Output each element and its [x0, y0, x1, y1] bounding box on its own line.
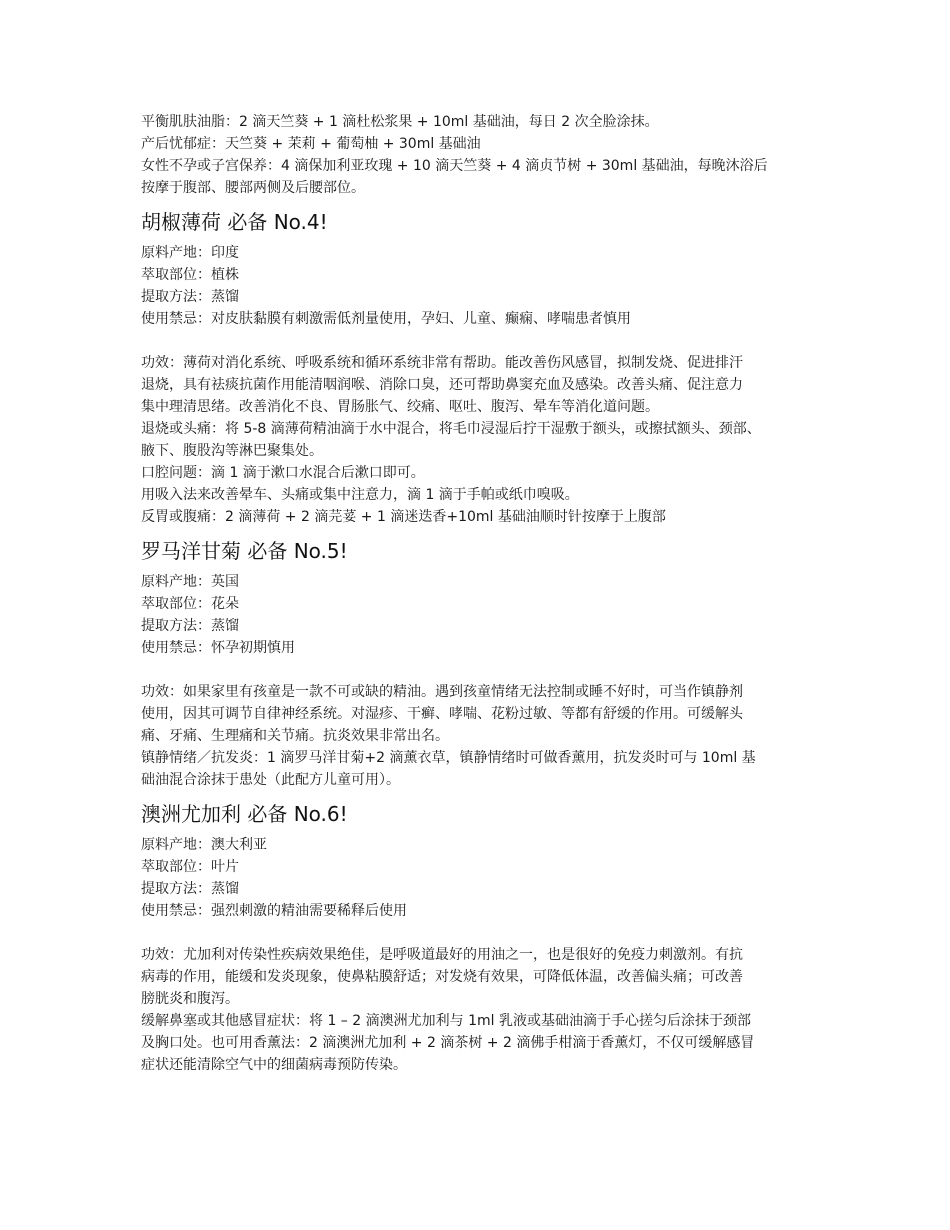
info-line: 使用禁忌：怀孕初期慎用	[141, 640, 295, 656]
intro-line: 女性不孕或子宫保养：4 滴保加利亚玫瑰 + 10 滴天竺葵 + 4 滴贞节树 + 30ml 基础油，每晚沐浴后	[141, 158, 768, 174]
paragraph-gap	[141, 659, 831, 681]
effect-line: 膀胱炎和腹泻。	[141, 991, 239, 1007]
effect-line: 功效：尤加利对传染性疾病效果绝佳，是呼吸道最好的用油之一，也是很好的免疫力刺激剂。有抗	[141, 947, 743, 963]
section-peppermint	[141, 208, 831, 528]
effect-line: 用吸入法来改善晕车、头痛或集中注意力，滴 1 滴于手帕或纸巾嗅吸。	[141, 487, 579, 503]
section-heading: 澳洲尤加利 必备 No.6!	[141, 802, 348, 826]
effect-line: 及胸口处。也可用香薰法：2 滴澳洲尤加利 + 2 滴茶树 + 2 滴佛手柑滴于香薰灯，不仅可缓解感冒	[141, 1035, 755, 1051]
info-line: 萃取部位：植株	[141, 267, 239, 283]
info-line: 原料产地：印度	[141, 245, 239, 261]
info-line: 提取方法：蒸馏	[141, 289, 239, 305]
info-line: 原料产地：澳大利亚	[141, 837, 267, 853]
section-roman-chamomile	[141, 537, 831, 791]
paragraph-gap	[141, 330, 831, 352]
info-line: 使用禁忌：强烈刺激的精油需要稀释后使用	[141, 903, 407, 919]
effect-line: 退烧，具有祛痰抗菌作用能清咽润喉、消除口臭，还可帮助鼻窦充血及感染。改善头痛、促注意力	[141, 377, 743, 393]
effect-line: 功效：薄荷对消化系统、呼吸系统和循环系统非常有帮助。能改善伤风感冒，拟制发烧、促进排汗	[141, 355, 743, 371]
info-line: 提取方法：蒸馏	[141, 881, 239, 897]
section-heading: 罗马洋甘菊 必备 No.5!	[141, 539, 348, 563]
info-line: 提取方法：蒸馏	[141, 618, 239, 634]
section-heading: 胡椒薄荷 必备 No.4!	[141, 210, 328, 234]
paragraph-gap	[141, 922, 831, 944]
info-line: 使用禁忌：对皮肤黏膜有刺激需低剂量使用，孕妇、儿童、癫痫、哮喘患者慎用	[141, 311, 631, 327]
effect-line: 退烧或头痛：将 5-8 滴薄荷精油滴于水中混合，将毛巾浸湿后拧干湿敷于额头，或擦拭额头、颈部、	[141, 421, 761, 437]
intro-section	[141, 111, 831, 199]
effect-line: 口腔问题：滴 1 滴于漱口水混合后漱口即可。	[141, 465, 425, 481]
effect-line: 症状还能清除空气中的细菌病毒预防传染。	[141, 1057, 407, 1073]
effect-line: 腋下、腹股沟等淋巴聚集处。	[141, 443, 323, 459]
effect-line: 集中理清思绪。改善消化不良、胃肠胀气、绞痛、呕吐、腹泻、晕车等消化道问题。	[141, 399, 659, 415]
effect-line: 缓解鼻塞或其他感冒症状：将 1 – 2 滴澳洲尤加利与 1ml 乳液或基础油滴于手心搓匀后涂抹于颈部	[141, 1013, 751, 1029]
effect-line: 痛、牙痛、生理痛和关节痛。抗炎效果非常出名。	[141, 728, 449, 744]
intro-line: 平衡肌肤油脂：2 滴天竺葵 + 1 滴杜松浆果 + 10ml 基础油，每日 2 次全脸涂抹。	[141, 114, 659, 130]
info-line: 萃取部位：花朵	[141, 596, 239, 612]
effect-line: 病毒的作用，能缓和发炎现象，使鼻粘膜舒适；对发烧有效果，可降低体温，改善偏头痛；可改善	[141, 969, 743, 985]
info-line: 原料产地：英国	[141, 574, 239, 590]
effect-line: 镇静情绪／抗发炎：1 滴罗马洋甘菊+2 滴薰衣草，镇静情绪时可做香薰用，抗发炎时可与 10ml 基	[141, 750, 756, 766]
intro-line: 按摩于腹部、腰部两侧及后腰部位。	[141, 180, 365, 196]
intro-line: 产后忧郁症：天竺葵 + 茉莉 + 葡萄柚 + 30ml 基础油	[141, 136, 481, 152]
document-body	[141, 111, 831, 1076]
effect-line: 功效：如果家里有孩童是一款不可或缺的精油。遇到孩童情绪无法控制或睡不好时，可当作镇静剂	[141, 684, 743, 700]
effect-line: 础油混合涂抹于患处（此配方儿童可用）。	[141, 772, 400, 788]
info-line: 萃取部位：叶片	[141, 859, 239, 875]
effect-line: 使用，因其可调节自律神经系统。对湿疹、干癣、哮喘、花粉过敏、等都有舒缓的作用。可缓解头	[141, 706, 743, 722]
effect-line: 反胃或腹痛：2 滴薄荷 + 2 滴芫荽 + 1 滴迷迭香+10ml 基础油顺时针按摩于上腹部	[141, 509, 666, 525]
section-eucalyptus	[141, 800, 831, 1076]
